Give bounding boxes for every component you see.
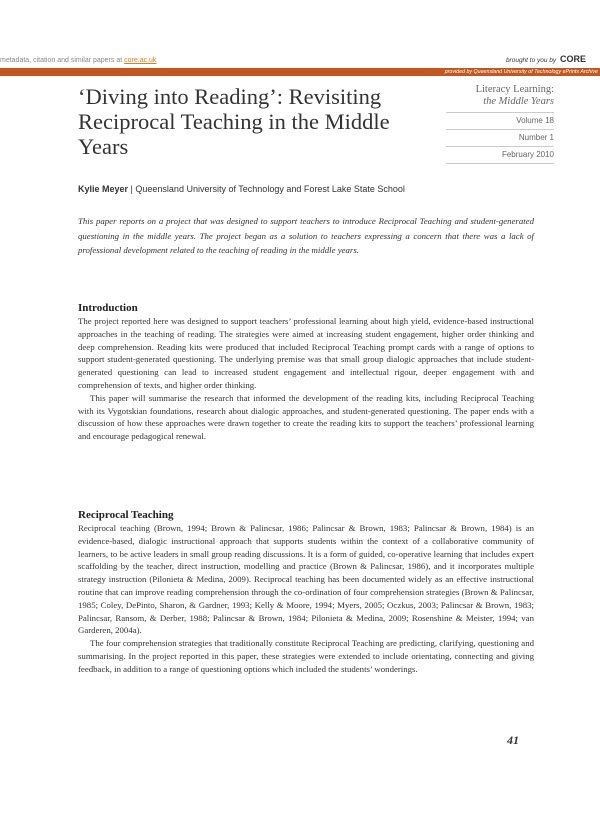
provider-text[interactable]: provided by Queensland University of Technology ePrints Archive: [444, 69, 598, 75]
core-logo[interactable]: CORE: [559, 54, 586, 64]
page-number: 41: [507, 733, 519, 747]
journal-title-line2: the Middle Years: [483, 96, 554, 107]
journal-date: February 2010: [446, 147, 554, 164]
core-banner-text: [0, 57, 156, 64]
author-name: Kylie Meyer: [78, 184, 129, 194]
brought-to-you-by: [506, 54, 586, 64]
banner-left-text: metadata, citation and similar papers at: [0, 57, 123, 64]
reciprocal-teaching-heading: Reciprocal Teaching: [78, 509, 174, 521]
article-title: ‘Diving into Reading’: Revisiting Reciprocal Teaching in the Middle Years: [78, 84, 390, 159]
core-link[interactable]: core.ac.uk: [124, 57, 157, 64]
journal-volume: Volume 18: [446, 113, 554, 130]
provider-bar: [0, 68, 600, 76]
reciprocal-teaching-paragraph-2: The four comprehension strategies that traditionally constitute Reciprocal Teaching are predicting, clarifying, questioning and summarising. In the project reported in this paper, these strategies were extended to include orientating, connecting and giving feedback, in addition to a range of questioning options which included the students’ wonderings.: [78, 638, 534, 674]
journal-number: Number 1: [446, 130, 554, 147]
author-affiliation: Queensland University of Technology and Forest Lake State School: [135, 184, 405, 194]
author-line: [78, 184, 405, 194]
reciprocal-teaching-section: [78, 508, 534, 676]
introduction-section: [78, 301, 534, 443]
introduction-paragraph-1: The project reported here was designed to support teachers’ professional learning about high yield, evidence-based instructional approaches in the teaching of reading. The strategies were aimed at increasing student engagement, higher order thinking and deep comprehension. Reading kits were produced that included Reciprocal Teaching prompt cards with a range of options to support student-generated questioning. The underlying premise was that small group dialogic approaches that include student-generated questioning can lead to increased student engagement and intellectual rigour, deeper engagement with and comprehension of texts, and higher order thinking.: [78, 316, 534, 390]
introduction-paragraph-2: This paper will summarise the research that informed the development of the reading kits, including Reciprocal Teaching with its Vygotskian foundations, research about dialogic approaches, and student-generated questioning. The paper ends with a discussion of how these approaches were drawn together to create the reading kits to support the teachers’ professional learning and encourage pedagogical renewal.: [78, 392, 534, 442]
abstract: This paper reports on a project that was designed to support teachers to introduce Reciprocal Teaching and student-generated questioning in the middle years. The project began as a solution to teachers expressing a concern that there was a lack of professional development related to the teaching of reading in the middle years.: [78, 216, 534, 256]
journal-sidebar: [446, 84, 554, 164]
brought-text: brought to you by: [505, 57, 557, 64]
author-separator: |: [130, 184, 133, 194]
reciprocal-teaching-paragraph-1: Reciprocal teaching (Brown, 1994; Brown & Palincsar, 1986; Palincsar & Brown, 1983; Palincsar & Brown, 1984) is an evidence-based, dialogic instructional approach that supports students within the context of a collaborative community of learners, to be active leaders in small group reading discussions. It is a form of guided, co-operative learning that includes expert scaffolding by the teacher, direct instruction, modelling and practice (Brown & Palincsar, 1986), and it incorporates multiple strategy instruction (Pilonieta & Medina, 2009). Reciprocal teaching has been documented widely as an effective instructional routine that can improve reading comprehension through the co-ordination of four comprehension strategies (Brown & Palincsar, 1985; Coley, DePinto, Sharon, & Gardner, 1993; Kelly & Moore, 1994; Myers, 2005; Oczkus, 2003; Palincsar & Brown, 1983; Palincsar, Ransom, & Derber, 1988; Palincsar & Brown, 1984; Pilonieta & Medina, 2009; Rosenshine & Meister, 1994; van Garderen, 2004a).: [78, 523, 534, 636]
journal-title-line1: Literacy Learning:: [475, 84, 554, 95]
introduction-heading: Introduction: [78, 302, 138, 314]
